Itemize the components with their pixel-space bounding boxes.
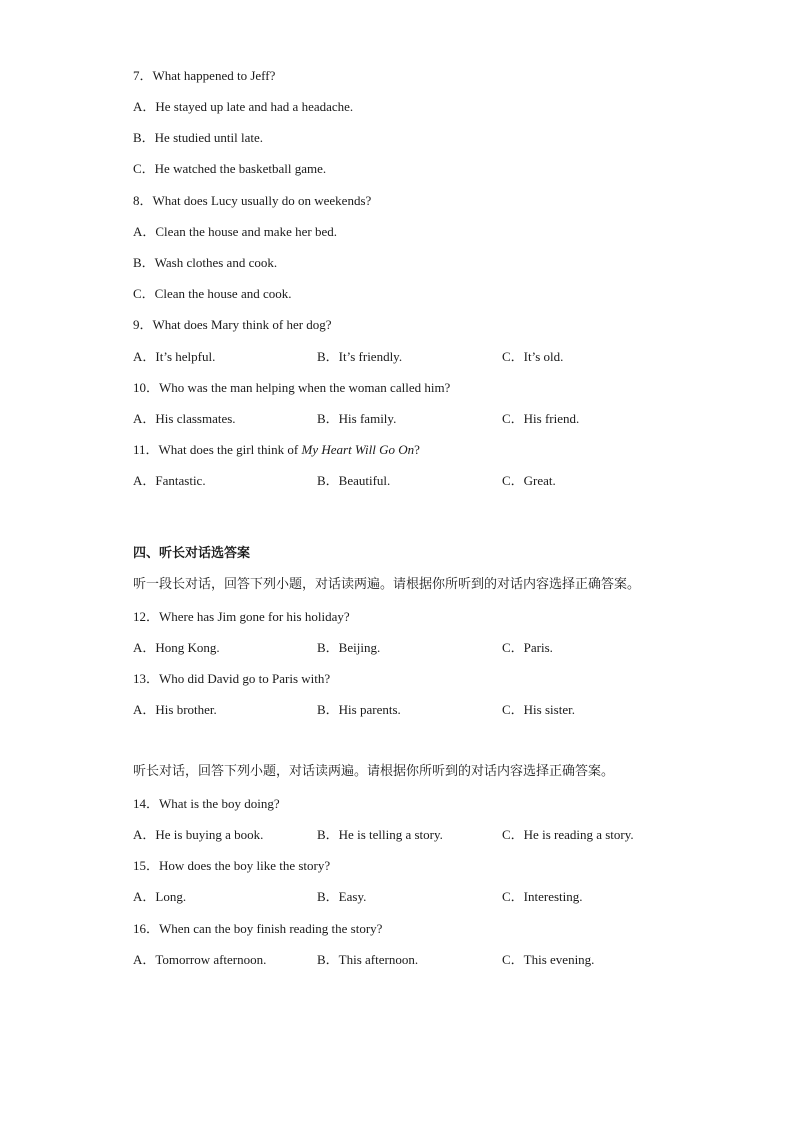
answer-option: B．He is telling a story.: [317, 827, 443, 842]
answer-option: B．His parents.: [317, 702, 401, 717]
question-stem: 10．Who was the man helping when the woman called him?: [133, 380, 451, 395]
question-stem: 16．When can the boy finish reading the story?: [133, 921, 383, 936]
answer-option: B．Beijing.: [317, 640, 381, 655]
question-stem: 12．Where has Jim gone for his holiday?: [133, 609, 350, 624]
question-stem: 13．Who did David go to Paris with?: [133, 671, 331, 686]
answer-option: C．He watched the basketball game.: [133, 161, 327, 176]
section-heading: 四、听长对话选答案: [133, 546, 251, 561]
answer-option: B．Beautiful.: [317, 473, 391, 488]
answer-option: A．It’s helpful.: [133, 349, 216, 364]
question-stem: [133, 442, 420, 458]
song-title: My Heart Will Go On: [301, 442, 415, 457]
answer-option: A．His brother.: [133, 702, 217, 717]
answer-option: C．Paris.: [502, 640, 553, 655]
answer-option: B．It’s friendly.: [317, 349, 403, 364]
question-mark: ?: [414, 442, 420, 457]
answer-option: C．It’s old.: [502, 349, 564, 364]
answer-option: A．He stayed up late and had a headache.: [133, 99, 354, 114]
answer-option: B．Wash clothes and cook.: [133, 255, 278, 270]
answer-option: A．Tomorrow afternoon.: [133, 952, 267, 967]
answer-option: A．Fantastic.: [133, 473, 206, 488]
answer-option: A．Long.: [133, 889, 187, 904]
question-stem: 8．What does Lucy usually do on weekends?: [133, 193, 372, 208]
answer-option: B．He studied until late.: [133, 130, 263, 145]
question-stem: 14．What is the boy doing?: [133, 796, 280, 811]
question-stem: 7．What happened to Jeff?: [133, 68, 276, 83]
answer-option: A．He is buying a book.: [133, 827, 264, 842]
answer-option: C．His friend.: [502, 411, 580, 426]
answer-option: A．Hong Kong.: [133, 640, 220, 655]
answer-option: A．His classmates.: [133, 411, 236, 426]
question-stem-text: 11．What does the girl think of: [133, 442, 302, 457]
section-instruction: 听长对话，回答下列小题，对话读两遍。请根据你所听到的对话内容选择正确答案。: [133, 764, 615, 779]
answer-option: C．His sister.: [502, 702, 575, 717]
answer-option: B．Easy.: [317, 889, 367, 904]
answer-option: C．Interesting.: [502, 889, 583, 904]
answer-option: B．This afternoon.: [317, 952, 419, 967]
answer-option: B．His family.: [317, 411, 397, 426]
answer-option: C．This evening.: [502, 952, 595, 967]
answer-option: A．Clean the house and make her bed.: [133, 224, 337, 239]
question-stem: 15．How does the boy like the story?: [133, 858, 331, 873]
question-stem: 9．What does Mary think of her dog?: [133, 317, 332, 332]
answer-option: C．Great.: [502, 473, 556, 488]
section-instruction: 听一段长对话，回答下列小题，对话读两遍。请根据你所听到的对话内容选择正确答案。: [133, 577, 641, 592]
answer-option: C．Clean the house and cook.: [133, 286, 292, 301]
answer-option: C．He is reading a story.: [502, 827, 634, 842]
